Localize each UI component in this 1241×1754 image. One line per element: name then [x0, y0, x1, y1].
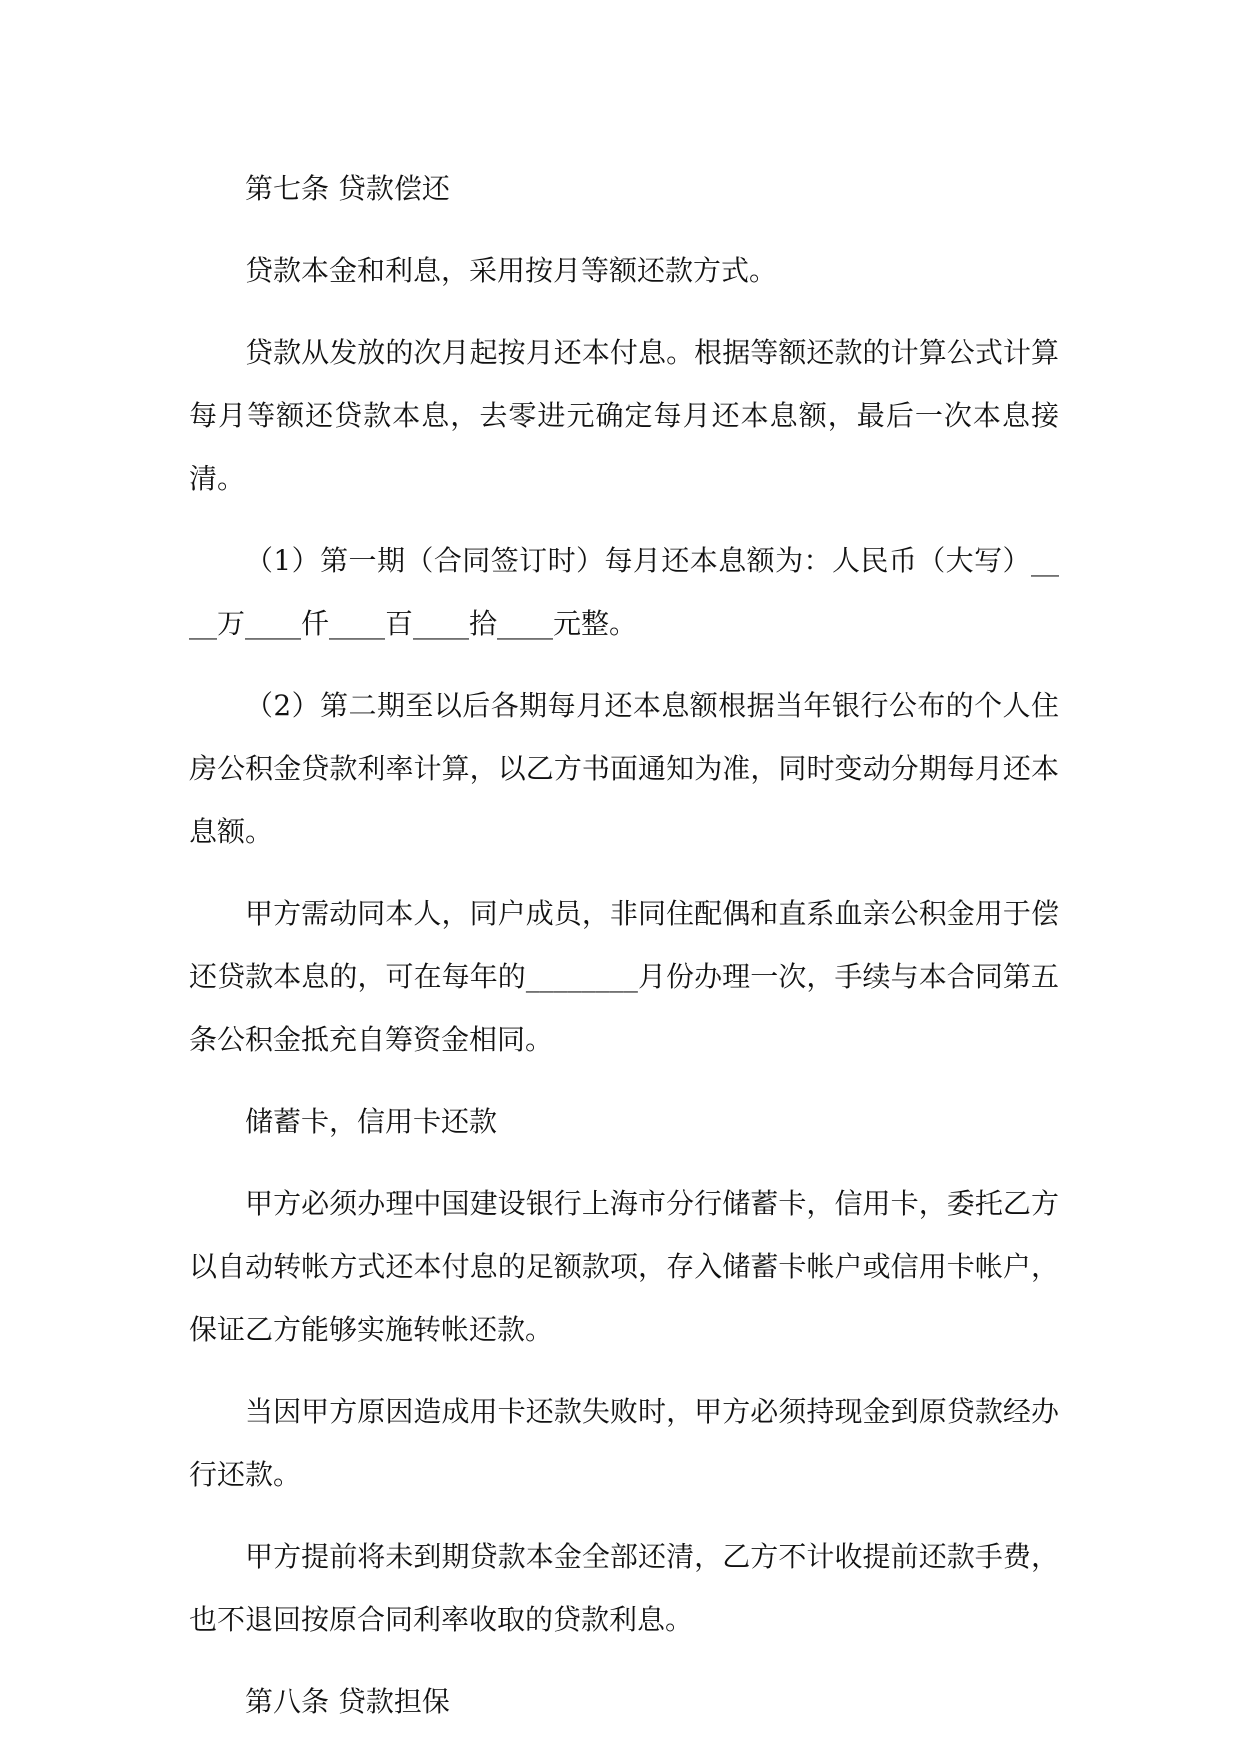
- document-body: [189, 157, 1059, 1752]
- paragraph-repayment-method: 贷款本金和利息，采用按月等额还款方式。: [245, 254, 778, 287]
- paragraph-monthly-repayment: 贷款从发放的次月起按月还本付息。根据等额还款的计算公式计算每月等额还贷款本息，去零进元确定每月还本息额，最后一次本息接清。: [189, 336, 1059, 495]
- paragraph-provident-fund-usage: 甲方需动同本人，同户成员，非同住配偶和直系血亲公积金用于偿还贷款本息的，可在每年的________月份办理一次，手续与本合同第五条公积金抵充自筹资金相同。: [189, 897, 1059, 1056]
- paragraph-card-requirement: 甲方必须办理中国建设银行上海市分行储蓄卡，信用卡，委托乙方以自动转帐方式还本付息的足额款项，存入储蓄卡帐户或信用卡帐户，保证乙方能够实施转帐还款。: [189, 1187, 1059, 1346]
- paragraph-card-repayment-title: 储蓄卡，信用卡还款: [245, 1105, 498, 1138]
- paragraph-early-repayment: 甲方提前将未到期贷款本金全部还清，乙方不计收提前还款手费，也不退回按原合同利率收取的贷款利息。: [189, 1540, 1059, 1636]
- paragraph-first-period-amount: （1）第一期（合同签订时）每月还本息额为：人民币（大写）____万____仟____百____拾____元整。: [189, 544, 1059, 640]
- section-7-heading: 第七条 贷款偿还: [245, 172, 450, 205]
- paragraph-later-periods: （2）第二期至以后各期每月还本息额根据当年银行公布的个人住房公积金贷款利率计算，以乙方书面通知为准，同时变动分期每月还本息额。: [189, 689, 1059, 848]
- section-8-heading: 第八条 贷款担保: [245, 1685, 450, 1718]
- paragraph-card-failure: 当因甲方原因造成用卡还款失败时，甲方必须持现金到原贷款经办行还款。: [189, 1395, 1059, 1491]
